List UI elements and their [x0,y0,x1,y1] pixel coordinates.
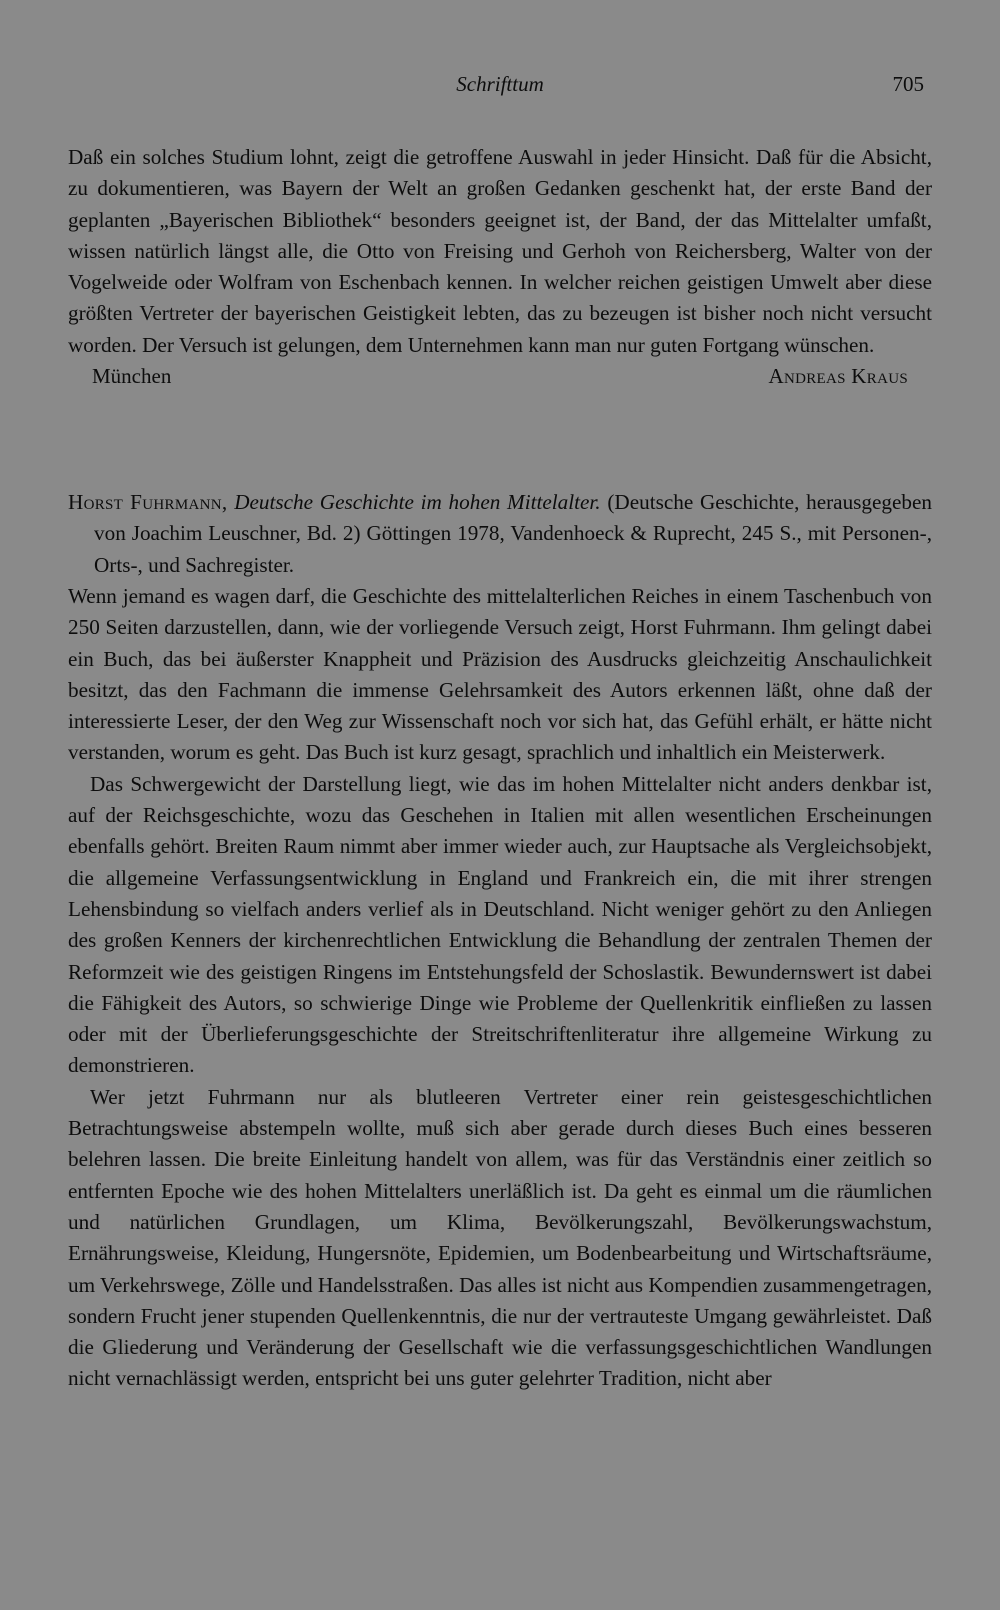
book-author: Horst Fuhrmann, [68,490,228,515]
running-title: Schrifttum [456,72,544,96]
review-1-paragraph: Daß ein solches Studium lohnt, zeigt die getroffene Auswahl in jeder Hinsicht. Daß für die Absicht, zu dokumentieren, was Bayern der Welt an großen Gedanken geschenkt hat, der erste Band der geplanten „Bayerischen Bibliothek“ besonders geeignet ist, der Band, der das Mittelalter umfaßt, wissen natürlich längst alle, die Otto von Freising und Gerhoh von Reichersberg, Walter von der Vogelweide oder Wolfram von Eschenbach kennen. In welcher reichen geistigen Umwelt aber diese größten Vertreter der bayerischen Geistigkeit lebten, das zu bezeugen ist bisher noch nicht versucht worden. Der Versuch ist gelungen, dem Unternehmen kann man nur guten Fortgang wünschen. [68,145,932,357]
book-details: (Deutsche Geschichte, herausgegeben von Joachim Leuschner, Bd. 2) Göttingen 1978, Vandenhoeck & Ruprecht, 245 S., mit Personen-, Orts-, und Sachregister. [94,490,932,577]
review-2-paragraph-3: Wer jetzt Fuhrmann nur als blutleeren Vertreter einer rein geistesgeschichtlichen Betrachtungsweise abstempeln wollte, muß sich aber gerade durch dieses Buch eines besseren belehren lassen. Die breite Einleitung handelt von allem, was für das Verständnis einer zeitlich so entfernten Epoche wie des hohen Mittelalters unerläßlich ist. Da geht es einmal um die räumlichen und natürlichen Grundlagen, um Klima, Bevölkerungszahl, Bevölkerungswachstum, Ernährungsweise, Kleidung, Hungersnöte, Epidemien, um Bodenbearbeitung und Wirtschaftsräume, um Verkehrswege, Zölle und Handelsstraßen. Das alles ist nicht aus Kompendien zusammengetragen, sondern Frucht jener stupenden Quellenkenntnis, die nur der vertrauteste Umgang gewährleistet. Daß die Gliederung und Veränderung der Gesellschaft wie die verfassungsgeschichtlichen Wandlungen nicht vernachlässigt werden, entspricht bei uns guter gelehrter Tradition, nicht aber [68,1084,932,1391]
running-head [68,66,932,104]
page-number: 705 [892,72,924,96]
review-2-paragraph-1: Wenn jemand es wagen darf, die Geschichte des mittelalterlichen Reiches in einem Taschenbuch von 250 Seiten darzustellen, dann, wie der vorliegende Versuch zeigt, Horst Fuhrmann. Ihm gelingt dabei ein Buch, das bei äußerster Knappheit und Präzision des Ausdrucks gleichzeitig Anschaulichkeit besitzt, das den Fachmann die immense Gelehrsamkeit des Autors erkennen läßt, ohne daß der interessierte Leser, der den Weg zur Wissenschaft noch vor sich hat, das Gefühl erhält, er hätte nicht verstanden, worum es geht. Das Buch ist kurz gesagt, sprachlich und inhaltlich ein Meisterwerk. [68,583,932,765]
review-2-paragraph-2: Das Schwergewicht der Darstellung liegt, wie das im hohen Mittelalter nicht anders denkbar ist, auf der Reichsgeschichte, wozu das Geschehen in Italien mit allen wesentlichen Erscheinungen ebenfalls gehört. Breiten Raum nimmt aber immer wieder auch, zur Hauptsache als Vergleichsobjekt, die allgemeine Verfassungsentwicklung in England und Frankreich ein, die mit ihrer strengen Lehensbindung so vielfach anders verlief als in Deutschland. Nicht weniger gehört zu den Anliegen des großen Kenners der kirchenrechtlichen Entwicklung die Behandlung der zentralen Themen der Reformzeit wie des geistigen Ringens im Entstehungsfeld der Schoslastik. Bewundernswert ist dabei die Fähigkeit des Autors, so schwierige Dinge wie Probleme der Quellenkritik einfließen zu lassen oder mit der Überlieferungsgeschichte der Streitschriftenliteratur ihre allgemeine Wirkung zu demonstrieren. [68,771,932,1078]
signature-place: München [92,364,172,389]
book-title: Deutsche Geschichte im hohen Mittelalter. [234,490,601,515]
bibliographic-entry [68,487,932,581]
signature-reviewer: Andreas Kraus [768,364,908,389]
review-1-signature [68,361,932,392]
